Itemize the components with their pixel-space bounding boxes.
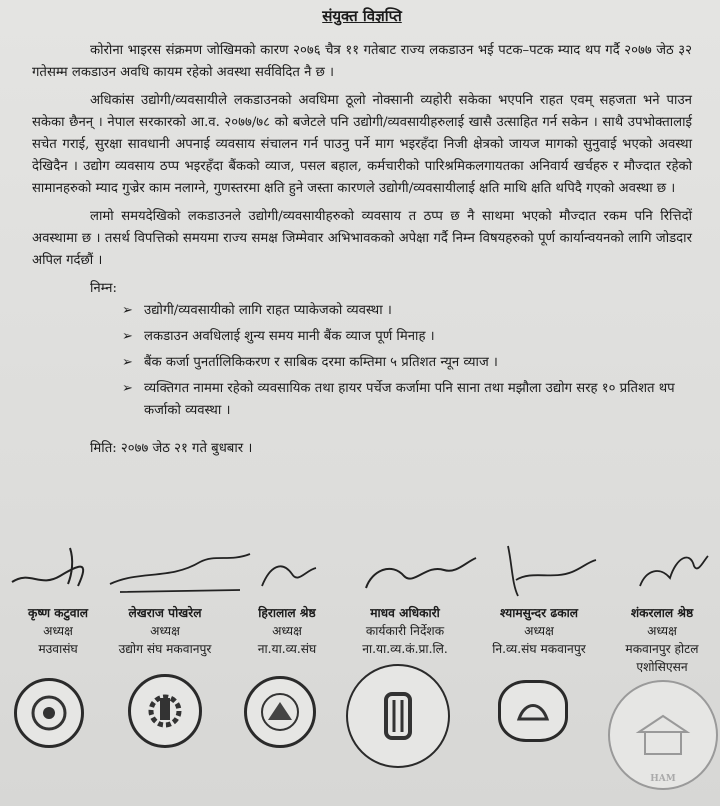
signatory-2: लेखराज पोखरेल अध्यक्ष उद्योग संघ मकवानपुर (118, 606, 212, 656)
organisation-seal-3 (244, 676, 316, 748)
signatory-4: माधव अधिकारी कार्यकारी निर्देशक ना.या.व्य.कं.प्रा.लि. (362, 606, 448, 656)
list-item: ➢ व्यक्तिगत नाममा रहेको व्यवसायिक तथा हायर पर्चेज कर्जामा पनि साना तथा मझौला उद्योग सरह १० प्रतिशत थप कर्जाको व्यवस्था । (122, 378, 692, 422)
handwritten-signatures (0, 540, 720, 610)
signatory-3: हिरालाल श्रेष्ठ अध्यक्ष ना.या.व्य.संघ (257, 606, 317, 656)
arrow-bullet-icon: ➢ (122, 329, 133, 344)
organisation-seal-5 (498, 680, 568, 742)
signatory-5: श्यामसुन्दर ढकाल अध्यक्ष नि.व्य.संघ मकवानपुर (492, 606, 586, 656)
list-item: ➢ लकडाउन अवधिलाई शुन्य समय मानी बैंक व्याज पूर्ण मिनाह । (122, 326, 692, 348)
paragraph-1: कोरोना भाइरस संक्रमण जोखिमको कारण २०७६ चैत्र ११ गतेबाट राज्य लकडाउन भई पटक–पटक म्याद थप गर्दै २०७७ जेठ ३२ गतेसम्म लकडाउन अवधि कायम रहेको अवस्था सर्वविदित नै छ । (32, 43, 692, 80)
seal-emblem-icon (29, 693, 69, 733)
document-title: संयुक्त विज्ञप्ति (322, 7, 402, 25)
organisation-seal-1 (14, 678, 84, 748)
gear-icon (142, 688, 188, 734)
seal-emblem-icon (513, 693, 553, 729)
arrow-bullet-icon: ➢ (122, 355, 133, 370)
seal-emblem-icon (376, 686, 420, 746)
organisation-seal-6 (608, 680, 718, 790)
signatory-6: शंकरलाल श्रेष्ठ अध्यक्ष मकवानपुर होटल एशोसिएसन (625, 606, 699, 674)
arrow-bullet-icon: ➢ (122, 303, 133, 318)
demands-list (32, 300, 692, 422)
paragraph-2: अधिकांस उद्योगी/व्यवसायीले लकडाउनको अवधिमा ठूलो नोक्सानी व्यहोरी सकेका भएपनि राहत एवम् सहजता भने पाउन सकेका छैनन् । नेपाल सरकारको आ.व. २०७७/७८ को बजेटले पनि उद्योगी/व्यवसायीहरुलाई खासै उत्साहित गर्न सकेन । साथै उपभोक्तालाई सचेत गराई, सुरक्षा सावधानी अपनाई व्यवसाय संचालन गर्न पाउनु पर्ने माग भइरहँदा निजी क्षेत्रको जायज मागको सुनुवाई भएको अवस्था देखिदैन । उद्योग व्यवसाय ठप्प भइरहँदा बैंकको व्याज, पसल बहाल, कर्मचारीको पारिश्रमिकलगायतका अनिवार्य खर्चहरु र मौज्दात रहेको सामानहरुको म्याद गुज्रेर काम नलाग्ने, गुणस्तरमा क्षति हुने जस्ता कारणले उद्योगी/व्यवसायीलाई क्षति माथि क्षति थपिदै गएको अवस्था छ । (32, 93, 692, 196)
hotel-building-icon (633, 710, 693, 760)
signature-block (0, 540, 720, 806)
arrow-bullet-icon: ➢ (122, 381, 133, 396)
date-line: मिति: २०७७ जेठ २१ गते बुधबार । (90, 441, 253, 456)
seal-label: HAM (650, 774, 676, 784)
organisation-seal-2 (128, 674, 202, 748)
organisation-seal-4 (346, 664, 450, 768)
paragraph-3: लामो समयदेखिको लकडाउनले उद्योगी/व्यवसायीहरुको व्यवसाय त ठप्प छ नै साथमा भएको मौज्दात रकम पनि रित्तिदों अवस्थामा छ । तसर्थ विपत्तिको समयमा राज्य समक्ष जिम्मेवार अभिभावकको अपेक्षा गर्दै निम्न विषयहरुको पूर्ण कार्यान्वयनको लागि जोडदार अपिल गर्दछौं । (32, 209, 692, 268)
seal-emblem-icon (258, 690, 302, 734)
list-item: ➢ बैंक कर्जा पुनर्तालिकिकरण र साबिक दरमा कम्तिमा ५ प्रतिशत न्यून व्याज । (122, 352, 692, 374)
list-label: निम्न: (90, 281, 117, 296)
list-item: ➢ उद्योगी/व्यवसायीको लागि राहत प्याकेजको व्यवस्था । (122, 300, 692, 322)
signatory-1: कृष्ण कटुवाल अध्यक्ष मउवासंघ (27, 606, 89, 656)
